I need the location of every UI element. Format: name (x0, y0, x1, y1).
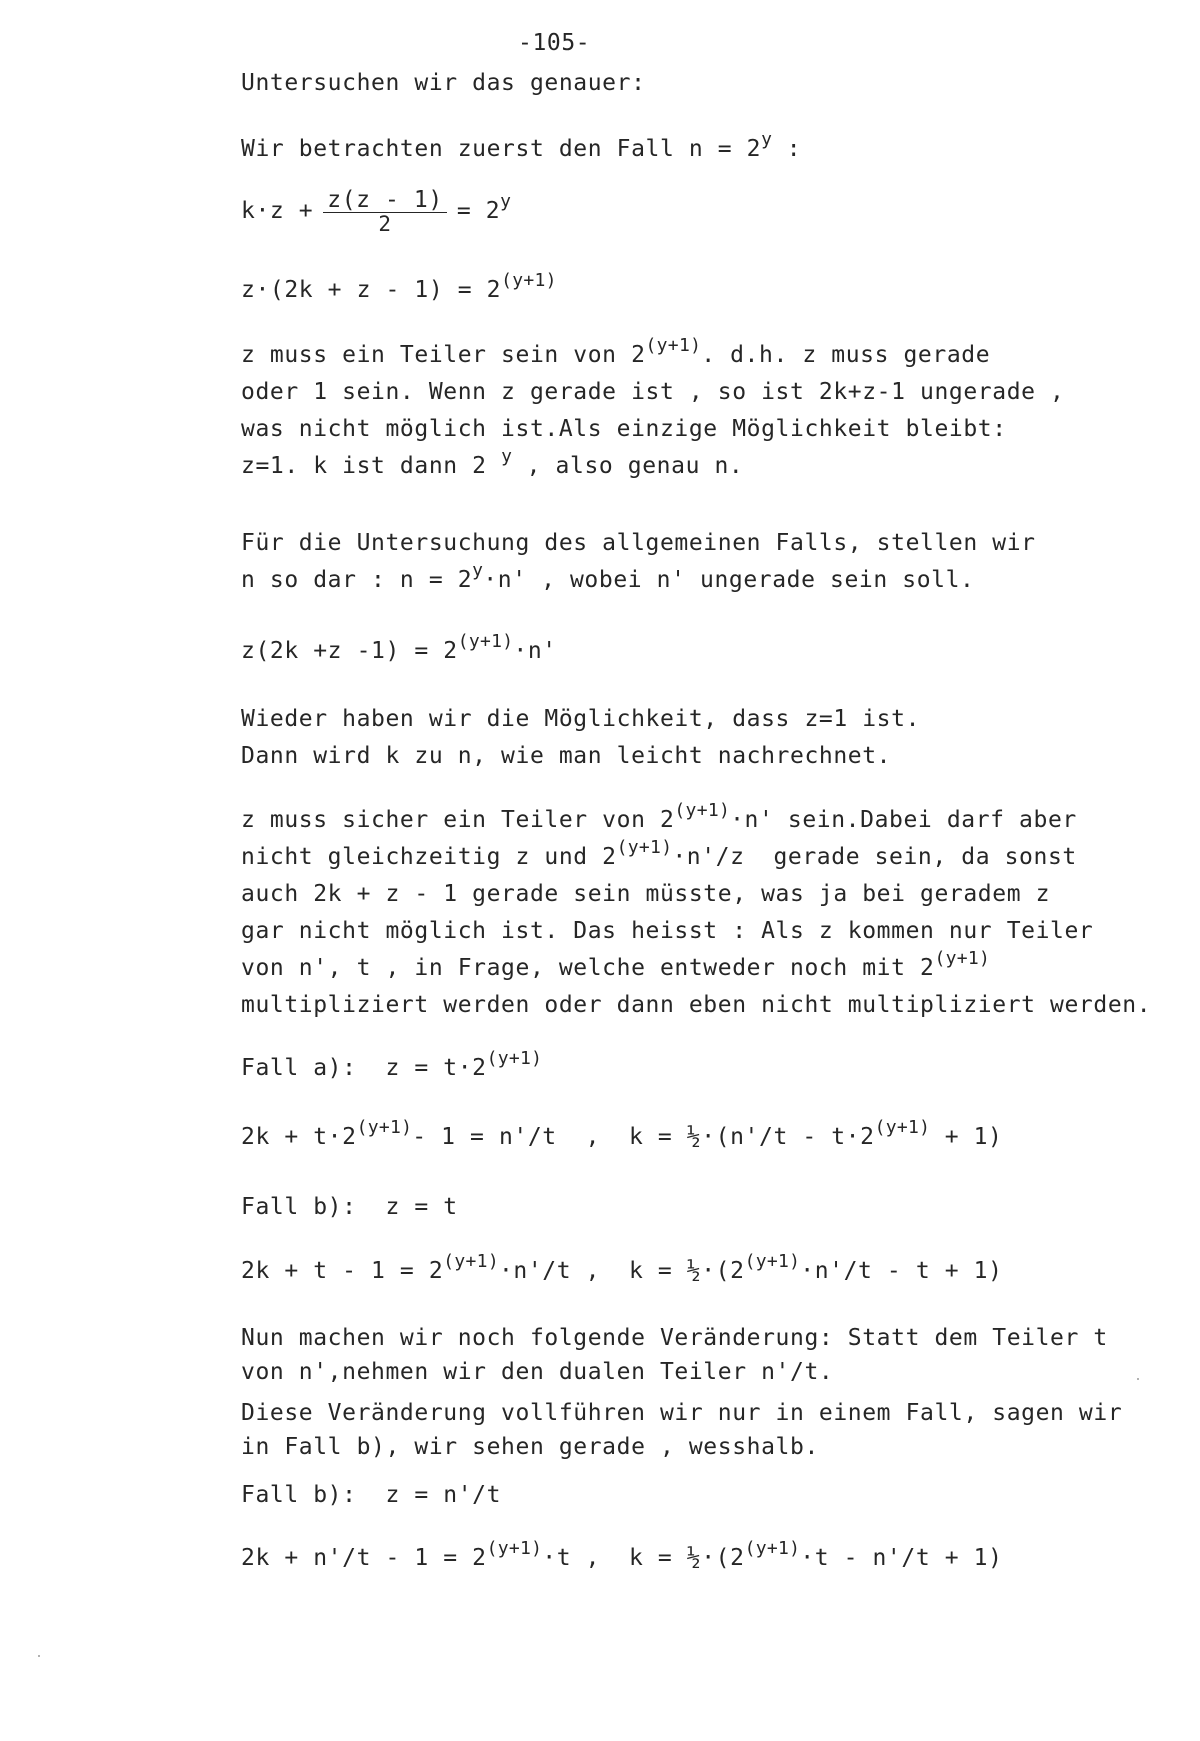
paragraph-3-line-1: Wieder haben wir die Möglichkeit, dass z=1 ist. (241, 706, 921, 732)
fraction: $\frac{z(z - 1)}{2}$ (323, 188, 447, 235)
paragraph-4-line-2: nicht gleichzeitig z und $2^{(y+1)}\cdot n'/z$ gerade sein, da sonst (241, 837, 1077, 870)
fall-a-equation: $2k + t\cdot 2^{(y+1)}-$ 1 = n'/t , k = ½·(n'/t - $t\cdot 2^{(y+1)} + 1$) (241, 1117, 1003, 1150)
paper-speck (38, 1655, 40, 1657)
equation-3: z(2k +z $-1) = 2^{(y+1)}\cdot n'$ (241, 631, 557, 664)
paragraph-4-line-6: multipliziert werden oder dann eben nicht multipliziert werden. (241, 992, 1152, 1018)
paragraph-5-line-3: Diese Veränderung vollführen wir nur in einem Fall, sagen wir (241, 1400, 1123, 1426)
paragraph-4-line-1: z muss sicher ein Teiler von $2^{(y+1)}\cdot n'$ sein.Dabei darf aber (241, 800, 1077, 833)
paragraph-4-line-5: von n', t , in Frage, welche entweder noch mit $2^{(y+1)}$ (241, 948, 991, 981)
paragraph-1-line-4: z=1. k ist dann 2 $^y$ , also genau n. (241, 446, 744, 479)
paragraph-2-line-1: Für die Untersuchung des allgemeinen Falls, stellen wir (241, 530, 1036, 556)
intro-line: Untersuchen wir das genauer: (241, 70, 646, 96)
paragraph-4-line-3: auch 2k + z - 1 gerade sein müsste, was ja bei geradem z (241, 881, 1051, 907)
fall-b-heading: Fall b): z = t (241, 1194, 458, 1220)
fall-b2-heading: Fall b): z = n'/t (241, 1482, 502, 1508)
fall-a-heading: Fall a): $z = t\cdot 2^{(y+1)}$ (241, 1048, 543, 1081)
page-number: -105- (518, 30, 591, 56)
fall-b-equation: $2k + t - 1 = 2^{(y+1)}\cdot n'/t$ , $k = \frac{1}{2}\cdot(2^{(y+1)}\cdot n'/t - t + 1)$ (241, 1251, 1003, 1284)
paragraph-5-line-4: in Fall b), wir sehen gerade , wesshalb. (241, 1434, 819, 1460)
fall-b2-equation: $2k + n'/t - 1 = 2^{(y+1)}\cdot t$ , $k = \frac{1}{2}\cdot(2^{(y+1)}\cdot t - n'/t + 1)$ (241, 1538, 1003, 1571)
equation-1: k·z + $\frac{z(z - 1)}{2}$ = $2^y$ (241, 187, 512, 236)
equation-2: $z\cdot(2k + z - 1) = 2^{(y+1)}$ (241, 270, 557, 303)
paragraph-5-line-1: Nun machen wir noch folgende Veränderung: Statt dem Teiler t (241, 1325, 1108, 1351)
paragraph-1-line-1: z muss ein Teiler sein von $2^{(y+1)}$. d.h. z muss gerade (241, 335, 991, 368)
case-power-of-two-line: Wir betrachten zuerst den Fall $n = 2^y$ : (241, 129, 802, 162)
paragraph-3-line-2: Dann wird k zu n, wie man leicht nachrechnet. (241, 743, 892, 769)
paragraph-4-line-4: gar nicht möglich ist. Das heisst : Als z kommen nur Teiler (241, 918, 1094, 944)
paragraph-2-line-2: n so dar : $n = 2^y\cdot n'$ , wobei n' ungerade sein soll. (241, 560, 975, 593)
paragraph-1-line-2: oder 1 sein. Wenn z gerade ist , so ist 2k+z-1 ungerade , (241, 379, 1065, 405)
paragraph-1-line-3: was nicht möglich ist.Als einzige Möglichkeit bleibt: (241, 416, 1007, 442)
paper-speck (1137, 1378, 1139, 1380)
paragraph-5-line-2: von n',nehmen wir den dualen Teiler n'/t. (241, 1359, 834, 1385)
